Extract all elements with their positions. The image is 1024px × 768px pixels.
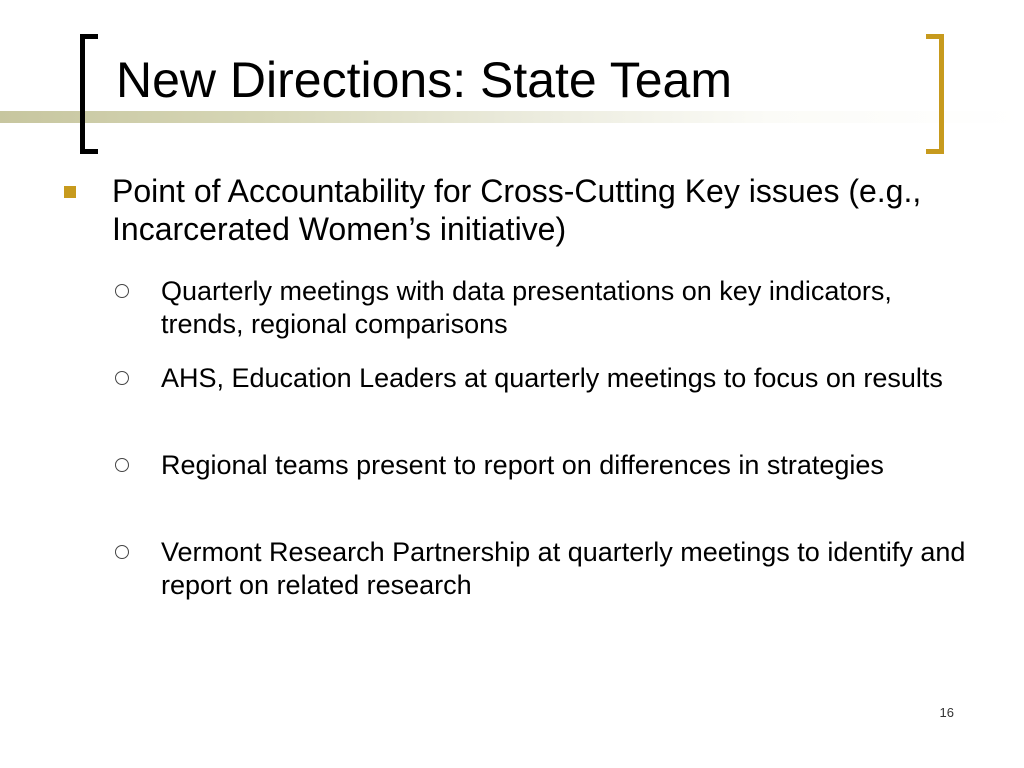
hollow-circle-bullet-icon — [115, 371, 129, 385]
slide-title: New Directions: State Team — [116, 52, 732, 108]
square-bullet-icon — [64, 186, 76, 198]
page-number: 16 — [939, 705, 954, 720]
sub-bullet-text: Quarterly meetings with data presentations on key indicators, trends, regional comparisons — [161, 276, 892, 339]
sub-bullet-text: AHS, Education Leaders at quarterly meetings to focus on results — [161, 363, 943, 393]
hollow-circle-bullet-icon — [115, 284, 129, 298]
sub-bullet-text: Regional teams present to report on differences in strategies — [161, 450, 884, 480]
sub-bullet-text: Vermont Research Partnership at quarterly meetings to identify and report on related research — [161, 537, 966, 600]
hollow-circle-bullet-icon — [115, 458, 129, 472]
title-underline-band — [0, 111, 1024, 123]
hollow-circle-bullet-icon — [115, 545, 129, 559]
main-bullet-text: Point of Accountability for Cross-Cutting Key issues (e.g., Incarcerated Women’s initiative) — [112, 173, 922, 247]
left-bracket-decoration — [80, 34, 98, 154]
right-bracket-decoration — [926, 34, 944, 154]
